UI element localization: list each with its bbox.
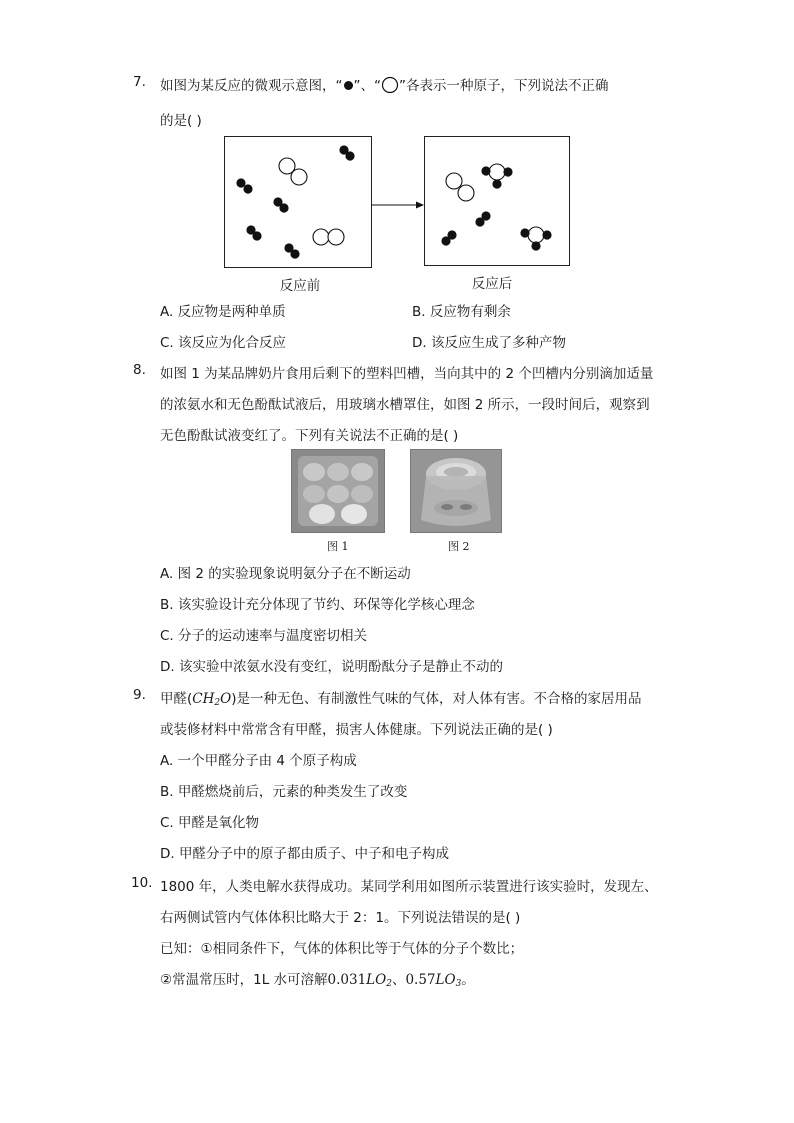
question-9-stem-line2: 或装修材料中常常含有甲醛，损害人体健康。下列说法正确的是( )	[160, 722, 553, 738]
molecule-white-pair	[279, 158, 307, 185]
question-10-stem-line2: 右两侧试管内气体体积比略大于 2：1。下列说法错误的是( )	[160, 910, 521, 926]
question-7-stem-prefix: 如图为某反应的微观示意图，“	[160, 78, 343, 94]
question-9-number: 9.	[133, 687, 146, 703]
question-9-stem-suffix: )是一种无色、有制激性气味的气体，对人体有害。不合格的家居用品	[231, 691, 642, 707]
question-7-stem-suffix: ”各表示一种原子，下列说法不正确	[399, 78, 609, 94]
question-10-known-1: 已知：①相同条件下，气体的体积比等于气体的分子个数比；	[160, 941, 524, 957]
question-8-option-c: C. 分子的运动速率与温度密切相关	[160, 628, 368, 644]
oxygen-solubility: $0.031LO_2$	[327, 972, 392, 989]
question-9-stem-prefix: 甲醛(	[160, 691, 193, 707]
figure-2-glass-photo	[410, 449, 502, 533]
question-9-option-a: A. 一个甲醛分子由 4 个原子构成	[160, 753, 357, 769]
molecule-black-pair	[246, 225, 261, 240]
white-atom-icon	[381, 76, 399, 94]
reaction-after-box	[424, 136, 570, 266]
reaction-before-molecules	[225, 137, 371, 267]
caption-before: 反应前	[279, 278, 321, 294]
molecule-product	[481, 164, 512, 189]
question-7-number: 7.	[133, 74, 146, 90]
figure-1-caption: 图 1	[327, 540, 349, 553]
question-10-known-2	[160, 968, 475, 989]
question-10-known-2-prefix: ②常温常压时，1L 水可溶解	[160, 972, 328, 988]
question-7-option-d: D. 该反应生成了多种产物	[412, 335, 566, 351]
glass-image	[411, 450, 501, 532]
question-8-stem-line3: 无色酚酞试液变红了。下列有关说法不正确的是( )	[160, 428, 459, 444]
question-8-stem-line1: 如图 1 为某品牌奶片食用后剩下的塑料凹槽，当向其中的 2 个凹槽内分别滴加适量	[160, 366, 654, 382]
question-10-number: 10.	[131, 875, 153, 891]
figure-1-tray-photo	[291, 449, 385, 533]
molecule-black-pair	[236, 178, 252, 193]
question-8-option-d: D. 该实验中浓氨水没有变红，说明酚酞分子是静止不动的	[160, 659, 503, 675]
question-10-stem-line1: 1800 年，人类电解水获得成功。某同学利用如图所示装置进行该实验时，发现左、	[160, 879, 658, 895]
question-7-stem-line2: 的是( )	[160, 113, 202, 129]
reaction-arrow	[370, 199, 426, 211]
caption-after: 反应后	[471, 276, 513, 292]
molecule-black-pair	[475, 211, 490, 226]
question-9-option-b: B. 甲醛燃烧前后，元素的种类发生了改变	[160, 784, 408, 800]
question-7-stem-mid: ”、“	[353, 78, 381, 94]
question-10-known-2-end: 。	[461, 972, 475, 988]
question-8-stem-line2: 的浓氨水和无色酚酞试液后，用玻璃水槽罩住，如图 2 所示，一段时间后，观察到	[160, 397, 650, 413]
figure-2-caption: 图 2	[448, 540, 470, 553]
ozone-solubility: $0.57LO_3$	[405, 972, 462, 989]
reaction-after-molecules	[425, 137, 569, 265]
question-7-option-a: A. 反应物是两种单质	[160, 304, 286, 320]
question-9-option-d: D. 甲醛分子中的原子都由质子、中子和电子构成	[160, 846, 449, 862]
molecule-black-pair	[284, 243, 299, 258]
question-7-option-b: B. 反应物有剩余	[412, 304, 511, 320]
molecule-white-pair	[446, 173, 474, 201]
tray-image	[292, 450, 384, 532]
molecule-product	[520, 227, 551, 251]
question-8-option-a: A. 图 2 的实验现象说明氨分子在不断运动	[160, 566, 411, 582]
question-9-stem-line1	[160, 687, 641, 708]
molecule-black-pair	[441, 230, 456, 245]
black-atom-icon	[343, 80, 354, 91]
reaction-before-box	[224, 136, 372, 268]
question-8-number: 8.	[133, 362, 146, 378]
molecule-black-pair	[273, 197, 288, 212]
question-7-option-c: C. 该反应为化合反应	[160, 335, 287, 351]
molecule-black-pair	[339, 145, 354, 160]
question-10-separator: 、	[391, 972, 406, 988]
question-8-option-b: B. 该实验设计充分体现了节约、环保等化学核心理念	[160, 597, 475, 613]
question-9-option-c: C. 甲醛是氧化物	[160, 815, 260, 831]
formaldehyde-formula: $CH_2O$	[192, 691, 232, 708]
question-7-stem	[160, 74, 609, 94]
molecule-white-pair	[313, 229, 344, 245]
